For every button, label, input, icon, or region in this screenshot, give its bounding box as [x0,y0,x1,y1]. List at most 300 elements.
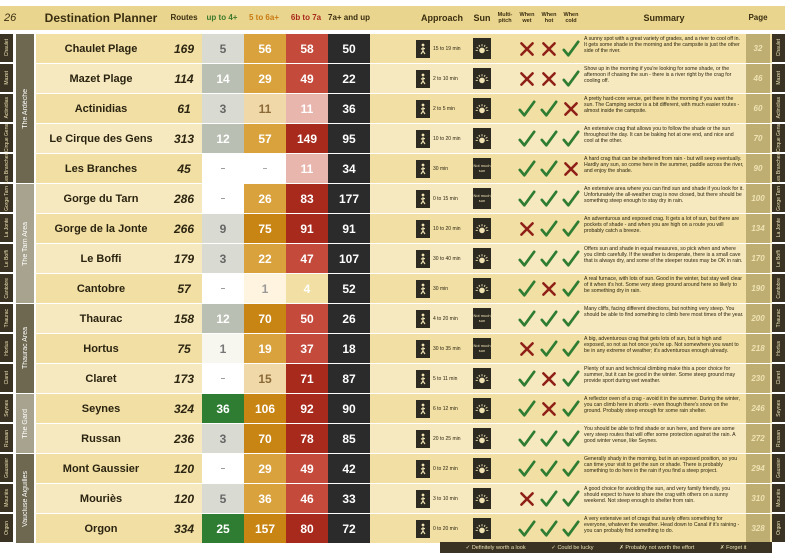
page-reference[interactable]: 230 [746,364,770,393]
page-reference[interactable]: 70 [746,124,770,153]
when-hot-rating [538,184,560,213]
sun-icon [475,282,489,296]
approach [416,367,472,390]
thumb-tab-label: Seynes [3,399,10,417]
legend [440,542,772,553]
sun-icon [475,252,489,266]
grade-7a-up-count: 52 [328,274,370,303]
approach [416,37,472,60]
approach [416,337,472,360]
grade-up-to-4-count: 3 [202,94,244,123]
walker-icon [418,433,428,445]
check-icon [562,430,580,448]
grade-5-to-6a-count: 11 [244,94,286,123]
check-icon [540,100,558,118]
route-count: 179 [173,251,195,266]
walker-icon [418,283,428,295]
page-reference[interactable]: 90 [746,154,770,183]
grade-5-to-6a-count: 15 [244,364,286,393]
sun-indicator [473,188,491,209]
area-label: The Ardèche [16,34,34,183]
sun-icon [475,432,489,446]
thumb-tab-label: Mouriès [3,489,10,507]
thumb-tab-label: La Jonte [3,218,10,238]
thumb-tab[interactable] [0,454,13,483]
cross-icon [519,491,535,507]
when-cold-rating [560,454,582,483]
crag-summary: A big, adventurous crag that gets lots of sun, but is high and exposed, so not as hot once you're up. Not somewhere you want to be in any extreme of weather; it's adventurous enough already. [584,336,739,354]
approach [416,487,472,510]
area-label: Thaurac Area [16,304,34,393]
when-wet-rating [516,154,538,183]
grade-5-to-6a-count: 70 [244,304,286,333]
crag-name[interactable]: Mont Gaussier [62,462,140,475]
approach [416,397,472,420]
sun-icon [475,462,489,476]
page-reference[interactable]: 100 [746,184,770,213]
thumb-tab-label: Cantobre [775,277,782,299]
thumb-tab-label: Claret [775,371,782,385]
thumb-tab[interactable] [772,154,785,183]
thumb-tab[interactable] [0,154,13,183]
check-icon [518,250,536,268]
approach-time: 20 to 25 min [433,435,461,442]
legend-lucky: ✓ Could be lucky [551,544,594,551]
approach [416,97,472,120]
grade-up-to-4-count: 5 [202,484,244,513]
when-hot-rating [538,124,560,153]
crag-name[interactable]: Mouriès [79,492,123,505]
thumb-tab-label: Le Boffi [775,249,782,267]
approach-icon [416,100,430,118]
cross-icon [519,341,535,357]
sun-text: Not much sun [473,343,491,353]
table-row [36,394,772,423]
when-wet-rating [516,124,538,153]
thumb-tab[interactable] [772,34,785,63]
check-icon [518,130,536,148]
grade-up-to-4-count: 3 [202,424,244,453]
approach-icon [416,190,430,208]
cross-icon [541,71,557,87]
grade-7a-up-count: 177 [328,184,370,213]
page-reference[interactable]: 246 [746,394,770,423]
approach-time: 10 to 20 min [433,135,461,142]
when-hot-rating [538,424,560,453]
grade-7a-up-count: 36 [328,94,370,123]
when-wet-rating [516,514,538,543]
sun-icon [475,72,489,86]
thumb-tab-label: Cirque Gens [3,123,10,153]
thumb-tab[interactable] [772,334,785,363]
grade-6b-to-7a-count: 37 [286,334,328,363]
crag-name[interactable]: Actinidias [74,102,128,115]
approach [416,247,472,270]
when-hot-rating [538,94,560,123]
approach-icon [416,130,430,148]
thumb-tab[interactable] [772,454,785,483]
header-summary: Summary [643,13,685,23]
grade-6b-to-7a-count: 46 [286,484,328,513]
route-count: 114 [174,71,194,86]
sun-indicator [473,38,491,59]
grade-up-to-4-count: 12 [202,304,244,333]
when-cold-rating [560,94,582,123]
check-icon [562,310,580,328]
thumb-tab[interactable] [772,304,785,333]
approach-time: 30 min [433,165,449,172]
walker-icon [418,313,428,325]
when-cold-rating [560,214,582,243]
approach-icon [416,460,430,478]
when-hot-rating [538,64,560,93]
thumb-tab[interactable] [0,64,13,93]
thumb-tab-label: Russan [775,429,782,447]
thumb-tab-label: Le Boffi [3,249,10,267]
thumb-tab[interactable] [0,34,13,63]
page-reference[interactable]: 170 [746,244,770,273]
walker-icon [418,343,428,355]
approach [416,157,472,180]
when-wet-rating [516,304,538,333]
approach-icon [416,310,430,328]
check-icon [562,370,580,388]
table-row [36,514,772,543]
crag-name[interactable]: Mazet Plage [69,72,133,85]
approach-icon [416,220,430,238]
thumb-tab-label: Orgon [3,521,10,535]
sun-icon [475,132,489,146]
when-wet-rating [516,64,538,93]
thumb-tab-label: Thaurac [3,308,10,328]
page-reference[interactable]: 60 [746,94,770,123]
walker-icon [418,463,428,475]
thumb-tab[interactable] [0,244,13,273]
thumb-tab-label: Russan [3,429,10,447]
route-count: 75 [177,341,191,356]
table-row [36,274,772,303]
approach [416,217,472,240]
when-wet-rating [516,424,538,453]
check-icon [540,340,558,358]
legend-forget: ✗ Forget it [720,544,747,551]
area-label: The Tarn Area [16,184,34,303]
check-icon [518,430,536,448]
crag-name[interactable]: Gorge du Tarn [63,192,139,205]
area-label: The Gard [16,394,34,453]
crag-name[interactable]: Claret [85,372,117,385]
route-count: 169 [173,41,195,56]
approach-icon [416,370,430,388]
page-number: 26 [4,12,17,24]
page-reference[interactable]: 32 [746,34,770,63]
when-hot-rating [538,214,560,243]
route-count: 158 [173,311,195,326]
grade-up-to-4-count: 12 [202,124,244,153]
table-row [36,454,772,483]
when-wet-rating [516,274,538,303]
when-cold-rating [560,34,582,63]
when-cold-rating [560,244,582,273]
approach-time: 0 to 22 min [433,465,458,472]
check-icon [518,280,536,298]
thumb-tab-label: Mazet [3,71,10,85]
route-count: 324 [173,401,195,416]
walker-icon [418,223,428,235]
page-reference[interactable]: 310 [746,484,770,513]
approach [416,517,472,540]
check-icon [540,520,558,538]
thumb-tab[interactable] [772,184,785,213]
check-icon [562,70,580,88]
sun-icon [475,42,489,56]
thumb-tab[interactable] [772,364,785,393]
thumb-tab-label: Seynes [775,399,782,417]
table-row [36,64,772,93]
approach-icon [416,40,430,58]
approach-time: 30 to 40 min [433,255,461,262]
grade-7a-up-count: 72 [328,514,370,543]
when-cold-rating [560,124,582,153]
page-title: Destination Planner [44,11,158,25]
grade-6b-to-7a-count: 78 [286,424,328,453]
grade-5-to-6a-count: 29 [244,64,286,93]
walker-icon [418,73,428,85]
header-multipitch: Multi-pitch [497,12,513,24]
header-sun: Sun [473,13,491,23]
grade-up-to-4-count: 9 [202,214,244,243]
table-row [36,484,772,513]
thumb-tab-label: Gaussier [775,457,782,478]
thumb-tab-label: Les Branches [3,152,10,184]
walker-icon [418,103,428,115]
sun-indicator [473,368,491,389]
grade-7a-up-count: 42 [328,454,370,483]
thumb-tab[interactable] [0,214,13,243]
thumb-tab-label: Chaulet [3,39,10,57]
thumb-tab-label: Cirque Gens [775,123,782,153]
thumb-tab-label: Hortus [3,340,10,356]
approach-time: 15 to 19 min [433,45,461,52]
when-wet-rating [516,94,538,123]
crag-name[interactable]: Seynes [81,402,121,415]
thumb-tab[interactable] [772,244,785,273]
thumb-tab-label: Gorge Tarn [775,185,782,211]
header-grade-6b-to-7a: 6b to 7a [290,13,322,22]
grade-6b-to-7a-count: 80 [286,514,328,543]
grade-up-to-4-count: 1 [202,334,244,363]
crag-name[interactable]: Cantobre [76,282,126,295]
header-when-hot: When hot [541,12,557,24]
sun-indicator [473,308,491,329]
when-cold-rating [560,274,582,303]
crag-name[interactable]: Le Boffi [80,252,122,265]
approach-time: 30 min [433,285,449,292]
thumb-tab[interactable] [772,394,785,423]
page-reference[interactable]: 294 [746,454,770,483]
check-icon [562,250,580,268]
when-cold-rating [560,364,582,393]
crag-name[interactable]: Le Cirque des Gens [49,132,153,145]
grade-5-to-6a-count: 29 [244,454,286,483]
when-hot-rating [538,364,560,393]
check-icon [562,130,580,148]
walker-icon [418,523,428,535]
grade-6b-to-7a-count: 47 [286,244,328,273]
when-cold-rating [560,424,582,453]
check-icon [562,490,580,508]
approach-time: 6 to 12 min [433,405,458,412]
thumb-tab[interactable] [0,394,13,423]
thumb-tab[interactable] [772,274,785,303]
thumb-tab-label: Cantobre [3,277,10,299]
thumb-tab[interactable] [0,514,13,543]
check-icon [540,250,558,268]
thumb-tab-label: Mouriès [775,489,782,507]
when-wet-rating [516,334,538,363]
grade-7a-up-count: 85 [328,424,370,453]
approach [416,127,472,150]
table-row [36,304,772,333]
sun-indicator [473,458,491,479]
thumb-tab[interactable] [0,364,13,393]
header-grade-5-to-6a: 5 to 6a+ [248,13,279,22]
thumb-tab-label: La Jonte [775,218,782,238]
route-count: 61 [177,101,191,116]
page-reference[interactable]: 190 [746,274,770,303]
cross-icon [563,101,579,117]
grade-5-to-6a-count: 157 [244,514,286,543]
crag-summary: An extensive crag that allows you to follow the shade or the sun throughout the day. It can be baking hot at one end, and nice and cool at the other. [584,126,734,144]
approach-time: 0 to 20 min [433,525,458,532]
when-cold-rating [560,64,582,93]
thumb-tab[interactable] [0,94,13,123]
crag-name[interactable]: Chaulet Plage [64,42,138,55]
when-cold-rating [560,304,582,333]
crag-name[interactable]: Thaurac [79,312,123,325]
crag-name[interactable]: Les Branches [64,162,138,175]
approach [416,187,472,210]
grade-up-to-4-count: 3 [202,244,244,273]
grade-up-to-4-count: – [202,154,244,183]
grade-6b-to-7a-count: 49 [286,454,328,483]
thumb-tab[interactable] [0,484,13,513]
grade-7a-up-count: 95 [328,124,370,153]
grade-6b-to-7a-count: 149 [286,124,328,153]
walker-icon [418,373,428,385]
thumb-tab[interactable] [772,124,785,153]
grade-7a-up-count: 107 [328,244,370,273]
grade-7a-up-count: 91 [328,214,370,243]
grade-7a-up-count: 50 [328,34,370,63]
header-approach: Approach [420,13,463,23]
crag-name[interactable]: Hortus [83,342,119,355]
thumb-tab[interactable] [0,184,13,213]
thumb-tab[interactable] [772,424,785,453]
check-icon [518,100,536,118]
thumb-tab[interactable] [772,64,785,93]
thumb-tab-label: Mazet [775,71,782,85]
thumb-tab[interactable] [772,484,785,513]
header-grade-up-to-4: up to 4+ [206,13,238,22]
sun-indicator [473,398,491,419]
page-reference[interactable]: 46 [746,64,770,93]
page-reference[interactable]: 272 [746,424,770,453]
sun-indicator [473,218,491,239]
sun-icon [475,402,489,416]
approach-time: 3 to 10 min [433,495,458,502]
page-reference[interactable]: 328 [746,514,770,543]
page-reference[interactable]: 134 [746,214,770,243]
sun-indicator [473,68,491,89]
approach-time: 30 to 35 min [433,345,461,352]
header-when-wet: When wet [519,12,535,24]
page-reference[interactable]: 218 [746,334,770,363]
when-wet-rating [516,364,538,393]
when-cold-rating [560,394,582,423]
grade-6b-to-7a-count: 91 [286,214,328,243]
thumb-tab[interactable] [0,334,13,363]
sun-icon [475,522,489,536]
check-icon [562,460,580,478]
approach [416,307,472,330]
check-icon [540,160,558,178]
grade-7a-up-count: 34 [328,154,370,183]
table-row [36,214,772,243]
approach-time: 2 to 10 min [433,75,458,82]
walker-icon [418,193,428,205]
grade-up-to-4-count: – [202,454,244,483]
cross-icon [519,221,535,237]
thumb-tab-label: Thaurac [775,308,782,328]
thumb-tab[interactable] [772,94,785,123]
thumb-tab[interactable] [772,514,785,543]
check-icon [562,340,580,358]
when-cold-rating [560,184,582,213]
sun-indicator [473,248,491,269]
when-wet-rating [516,184,538,213]
walker-icon [418,253,428,265]
table-row [36,184,772,213]
crag-name[interactable]: Gorge de la Jonte [54,222,148,235]
grade-7a-up-count: 18 [328,334,370,363]
approach [416,427,472,450]
check-icon [562,280,580,298]
check-icon [562,40,580,58]
cross-icon [541,401,557,417]
approach-time: 0 to 15 min [433,195,458,202]
grade-5-to-6a-count: 22 [244,244,286,273]
thumb-tab[interactable] [0,424,13,453]
when-hot-rating [538,274,560,303]
check-icon [540,310,558,328]
grade-up-to-4-count: – [202,274,244,303]
header-grade-7a-up: 7a+ and up [328,13,371,22]
thumb-tab[interactable] [0,274,13,303]
page-reference[interactable]: 200 [746,304,770,333]
when-cold-rating [560,514,582,543]
route-count: 334 [173,521,195,536]
header-page: Page [748,13,768,22]
crag-name[interactable]: Russan [81,432,121,445]
thumb-tab[interactable] [0,124,13,153]
thumb-tab[interactable] [772,214,785,243]
grade-up-to-4-count: – [202,184,244,213]
crag-name[interactable]: Orgon [84,522,118,535]
thumb-tab[interactable] [0,304,13,333]
approach-icon [416,430,430,448]
grade-5-to-6a-count: 56 [244,34,286,63]
